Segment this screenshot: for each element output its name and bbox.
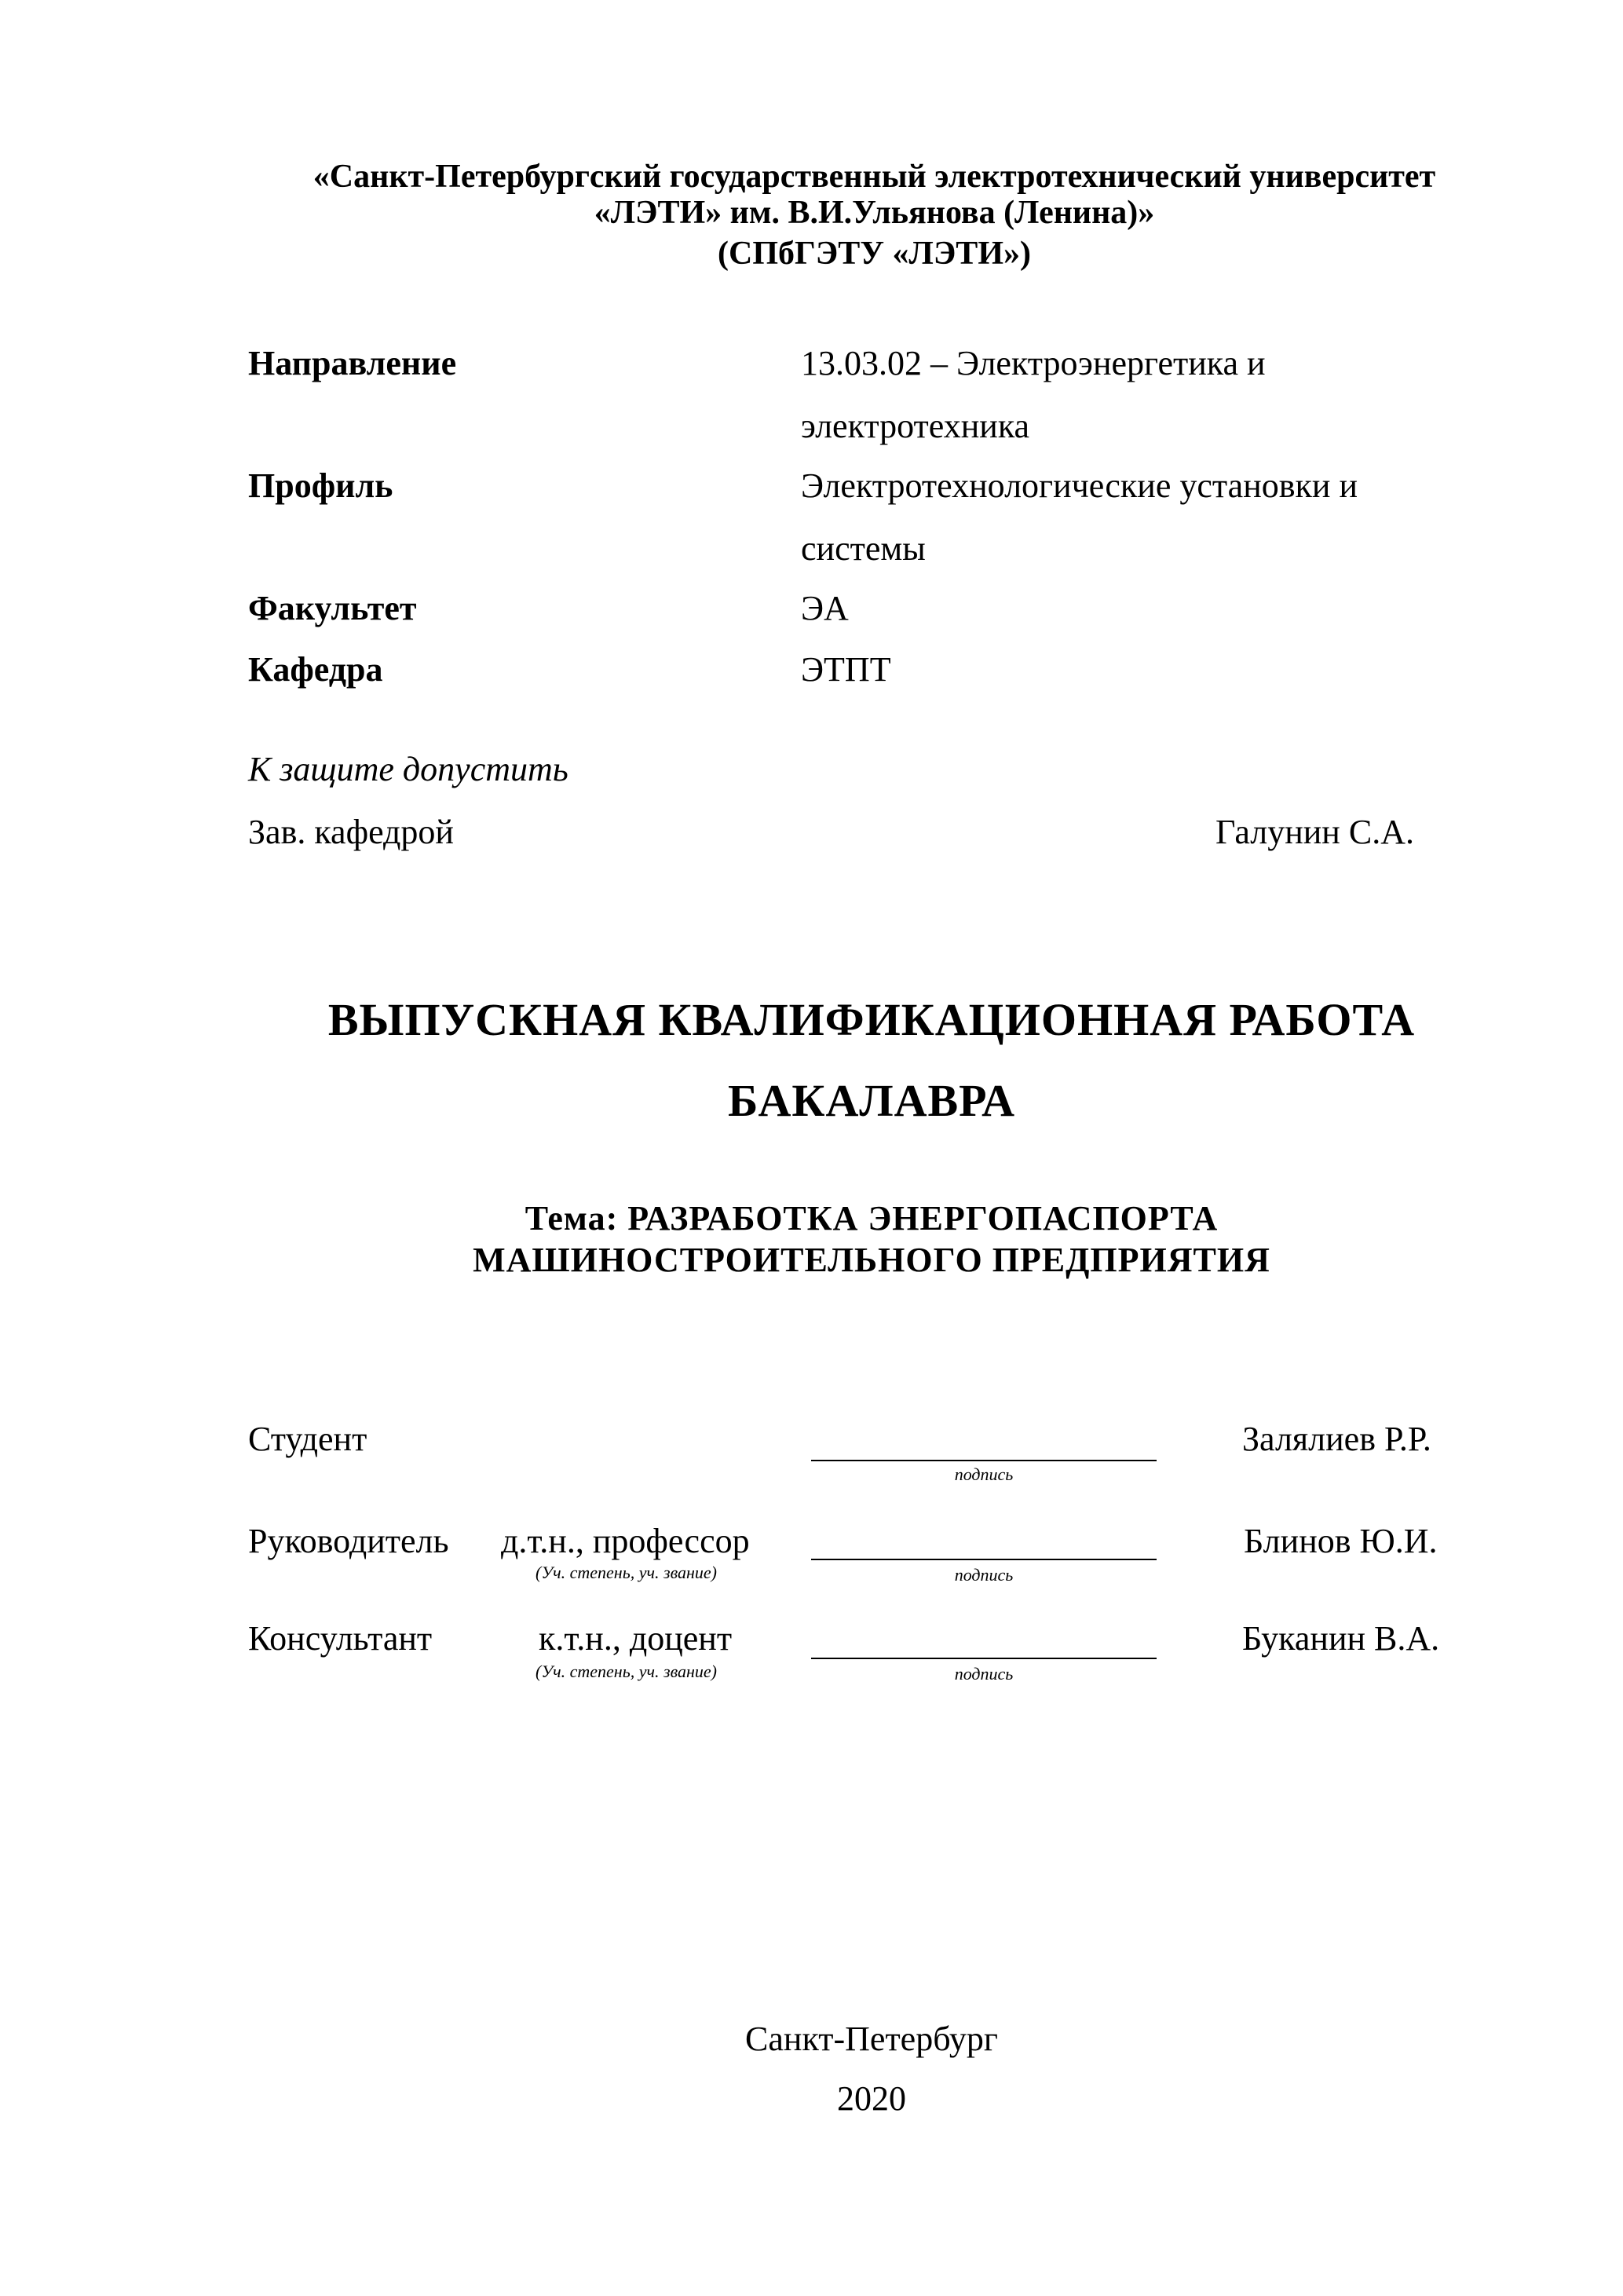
- supervisor-role: Руководитель: [248, 1522, 449, 1560]
- supervisor-name: Блинов Ю.И.: [1244, 1522, 1438, 1560]
- supervisor-signature-caption: подпись: [954, 1565, 1014, 1585]
- footer-year: 2020: [837, 2079, 906, 2118]
- admission-allow-text: К защите допустить: [248, 750, 568, 788]
- student-role: Студент: [248, 1420, 367, 1458]
- student-signature-line: [811, 1460, 1157, 1461]
- consultant-signature-caption: подпись: [954, 1664, 1014, 1684]
- university-name-line1: «Санкт-Петербургский государственный электротехнический университет: [313, 159, 1436, 195]
- direction-label: Направление: [248, 344, 457, 382]
- consultant-degree-caption: (Уч. степень, уч. звание): [536, 1662, 717, 1681]
- supervisor-signature-line: [811, 1559, 1157, 1560]
- direction-value-line1: 13.03.02 – Электроэнергетика и: [801, 344, 1266, 382]
- head-of-department-name: Галунин С.А.: [1215, 813, 1414, 851]
- faculty-label: Факультет: [248, 589, 417, 627]
- student-signature-caption: подпись: [954, 1464, 1014, 1484]
- supervisor-degree: д.т.н., профессор: [501, 1522, 750, 1560]
- head-of-department-label: Зав. кафедрой: [248, 813, 454, 851]
- university-name-line2: «ЛЭТИ» им. В.И.Ульянова (Ленина)»: [594, 195, 1155, 231]
- profile-label: Профиль: [248, 466, 393, 505]
- work-title-line2: БАКАЛАВРА: [727, 1075, 1016, 1126]
- profile-value-line1: Электротехнологические установки и: [801, 466, 1358, 505]
- consultant-degree: к.т.н., доцент: [539, 1619, 733, 1658]
- department-label: Кафедра: [248, 650, 383, 689]
- footer-city: Санкт-Петербург: [745, 2020, 998, 2058]
- student-name: Залялиев Р.Р.: [1242, 1420, 1431, 1458]
- profile-value-line2: системы: [801, 529, 926, 568]
- direction-value-line2: электротехника: [801, 407, 1030, 445]
- supervisor-degree-caption: (Уч. степень, уч. звание): [536, 1563, 717, 1582]
- department-value: ЭТПТ: [801, 650, 891, 689]
- consultant-name: Буканин В.А.: [1242, 1619, 1440, 1658]
- consultant-signature-line: [811, 1658, 1157, 1659]
- university-abbreviation: (СПбГЭТУ «ЛЭТИ»): [718, 236, 1031, 272]
- faculty-value: ЭА: [801, 589, 849, 627]
- work-title-line1: ВЫПУСКНАЯ КВАЛИФИКАЦИОННАЯ РАБОТА: [327, 994, 1416, 1045]
- consultant-role: Консультант: [248, 1619, 433, 1658]
- topic-line2: МАШИНОСТРОИТЕЛЬНОГО ПРЕДПРИЯТИЯ: [473, 1241, 1270, 1279]
- topic-line1: Тема: РАЗРАБОТКА ЭНЕРГОПАСПОРТА: [525, 1199, 1219, 1238]
